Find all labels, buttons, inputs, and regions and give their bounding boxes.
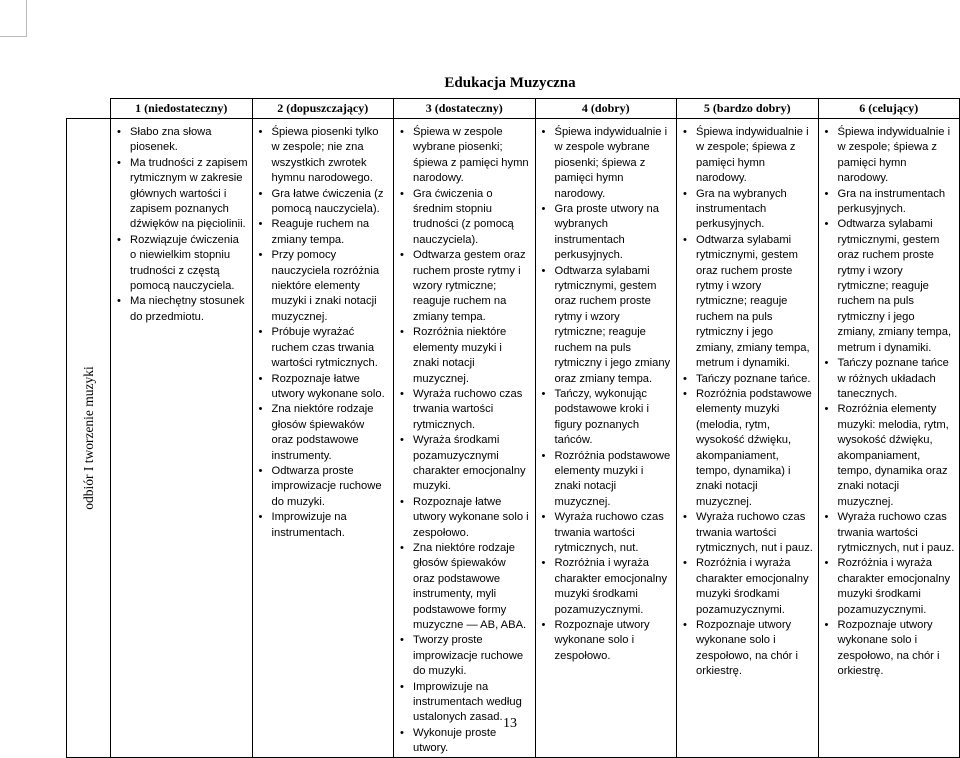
header-row <box>67 99 960 119</box>
list-item: • Gra proste utwory na wybranych instrumentach perkusyjnych. <box>536 202 673 264</box>
grade-header-4: 4 (dobry) <box>535 99 677 119</box>
list-item: • Rozróżnia podstawowe elementy muzyki (melodia, rytm, wysokość dźwięku, akompaniament, tempo, dynamika) i znaki notacji muzycznej. <box>677 387 814 510</box>
list-item: • Tańczy poznane tańce w różnych układach tanecznych. <box>819 356 956 402</box>
list-item: • Odtwarza gestem oraz ruchem proste rytmy i wzory rytmiczne; reaguje ruchem na zmiany tempa. <box>394 248 531 325</box>
criteria-row <box>67 119 960 758</box>
row-label-cell <box>67 119 111 758</box>
list-item: • Rozpoznaje utwory wykonane solo i zespołowo, na chór i orkiestrę. <box>819 618 956 680</box>
criteria-list <box>253 125 394 541</box>
row-label: odbiór I tworzenie muzyki <box>80 366 96 510</box>
list-item: • Gra na wybranych instrumentach perkusyjnych. <box>677 187 814 233</box>
list-item: • Śpiewa piosenki tylko w zespole; nie zna wszystkich zwrotek hymnu narodowego. <box>253 125 390 187</box>
criteria-list <box>819 125 960 680</box>
list-item: • Wyraża środkami pozamuzycznymi charakter emocjonalny muzyki. <box>394 433 531 495</box>
list-item: • Odtwarza sylabami rytmicznymi, gestem oraz ruchem proste rytmy i wzory rytmiczne; reaguje ruchem na puls rytmiczny i jego zmiany, zmiany tempa, metrum i dynamiki. <box>819 217 956 356</box>
list-item: • Śpiewa w zespole wybrane piosenki; śpiewa z pamięci hymn narodowy. <box>394 125 531 187</box>
corner-cell <box>67 99 111 119</box>
list-item: • Rozróżnia podstawowe elementy muzyki i znaki notacji muzycznej. <box>536 449 673 511</box>
list-item: • Gra łatwe ćwiczenia (z pomocą nauczyciela). <box>253 187 390 218</box>
list-item: • Tańczy, wykonując podstawowe kroki i figury poznanych tańców. <box>536 387 673 449</box>
criteria-list <box>111 125 252 325</box>
list-item: • Wyraża ruchowo czas trwania wartości rytmicznych, nut i pauz. <box>819 510 956 556</box>
list-item: • Zna niektóre rodzaje głosów śpiewaków oraz podstawowe instrumenty. <box>253 402 390 464</box>
list-item: • Ma trudności z zapisem rytmicznym w zakresie głównych wartości i zapisem poznanych dźwięków na pięciolinii. <box>111 156 248 233</box>
grade-header-2: 2 (dopuszczający) <box>252 99 394 119</box>
list-item: • Rozróżnia i wyraża charakter emocjonalny muzyki środkami pozamuzycznymi. <box>536 556 673 618</box>
list-item: • Wykonuje proste utwory. <box>394 726 531 757</box>
grade-cell-2 <box>252 119 394 758</box>
list-item: • Rozróżnia i wyraża charakter emocjonalny muzyki środkami pozamuzycznymi. <box>819 556 956 618</box>
list-item: • Wyraża ruchowo czas trwania wartości rytmicznych, nut i pauz. <box>677 510 814 556</box>
page-number: 13 <box>503 716 517 731</box>
list-item: • Improwizuje na instrumentach według ustalonych zasad. <box>394 680 531 726</box>
list-item: • Wyraża ruchowo czas trwania wartości rytmicznych, nut. <box>536 510 673 556</box>
list-item: • Odtwarza sylabami rytmicznymi, gestem oraz ruchem proste rytmy i wzory rytmiczne; reaguje ruchem na puls rytmiczny i jego zmiany oraz zmiany tempa. <box>536 264 673 387</box>
grade-header-5: 5 (bardzo dobry) <box>677 99 819 119</box>
list-item: • Ma niechętny stosunek do przedmiotu. <box>111 294 248 325</box>
grade-header-1: 1 (niedostateczny) <box>111 99 253 119</box>
page-title: Edukacja Muzyczna <box>444 75 576 91</box>
criteria-list <box>677 125 818 680</box>
list-item: • Rozpoznaje utwory wykonane solo i zespołowo. <box>536 618 673 664</box>
list-item: • Improwizuje na instrumentach. <box>253 510 390 541</box>
list-item: • Śpiewa indywidualnie i w zespole wybrane piosenki; śpiewa z pamięci hymn narodowy. <box>536 125 673 202</box>
list-item: • Reaguje ruchem na zmiany tempa. <box>253 217 390 248</box>
list-item: • Zna niektóre rodzaje głosów śpiewaków oraz podstawowe instrumenty, myli podstawowe formy muzyczne — AB, ABA. <box>394 541 531 633</box>
grade-cell-4 <box>535 119 677 758</box>
grade-cell-5 <box>677 119 819 758</box>
list-item: • Tańczy poznane tańce. <box>677 372 814 387</box>
list-item: • Wyraża ruchowo czas trwania wartości rytmicznych. <box>394 387 531 433</box>
list-item: • Rozpoznaje łatwe utwory wykonane solo i zespołowo. <box>394 495 531 541</box>
list-item: • Rozpoznaje utwory wykonane solo i zespołowo, na chór i orkiestrę. <box>677 618 814 680</box>
grade-cell-6 <box>818 119 960 758</box>
list-item: • Śpiewa indywidualnie i w zespole; śpiewa z pamięci hymn narodowy. <box>819 125 956 187</box>
list-item: • Rozróżnia niektóre elementy muzyki i znaki notacji muzycznej. <box>394 325 531 387</box>
grade-header-3: 3 (dostateczny) <box>394 99 536 119</box>
list-item: • Rozróżnia elementy muzyki: melodia, rytm, wysokość dźwięku, akompaniament, tempo, dynamika oraz znaki notacji muzycznej. <box>819 402 956 510</box>
criteria-list <box>536 125 677 664</box>
grade-cell-3 <box>394 119 536 758</box>
list-item: • Próbuje wyrażać ruchem czas trwania wartości rytmicznych. <box>253 325 390 371</box>
grade-cell-1 <box>111 119 253 758</box>
list-item: • Rozróżnia i wyraża charakter emocjonalny muzyki środkami pozamuzycznymi. <box>677 556 814 618</box>
list-item: • Rozwiązuje ćwiczenia o niewielkim stopniu trudności z częstą pomocą nauczyciela. <box>111 233 248 295</box>
list-item: • Odtwarza sylabami rytmicznymi, gestem oraz ruchem proste rytmy i wzory rytmiczne; reaguje ruchem na puls rytmiczny i jego zmiany, zmiany tempa, metrum i dynamiki. <box>677 233 814 372</box>
list-item: • Gra na instrumentach perkusyjnych. <box>819 187 956 218</box>
grading-table <box>66 98 960 758</box>
list-item: • Rozpoznaje łatwe utwory wykonane solo. <box>253 372 390 403</box>
criteria-list <box>394 125 535 757</box>
list-item: • Śpiewa indywidualnie i w zespole; śpiewa z pamięci hymn narodowy. <box>677 125 814 187</box>
list-item: • Słabo zna słowa piosenek. <box>111 125 248 156</box>
list-item: • Tworzy proste improwizacje ruchowe do muzyki. <box>394 633 531 679</box>
list-item: • Odtwarza proste improwizacje ruchowe do muzyki. <box>253 464 390 510</box>
page-corner-mark <box>0 0 27 37</box>
list-item: • Gra ćwiczenia o średnim stopniu trudności (z pomocą nauczyciela). <box>394 187 531 249</box>
list-item: • Przy pomocy nauczyciela rozróżnia niektóre elementy muzyki i znaki notacji muzycznej. <box>253 248 390 325</box>
grade-header-6: 6 (celujący) <box>818 99 960 119</box>
